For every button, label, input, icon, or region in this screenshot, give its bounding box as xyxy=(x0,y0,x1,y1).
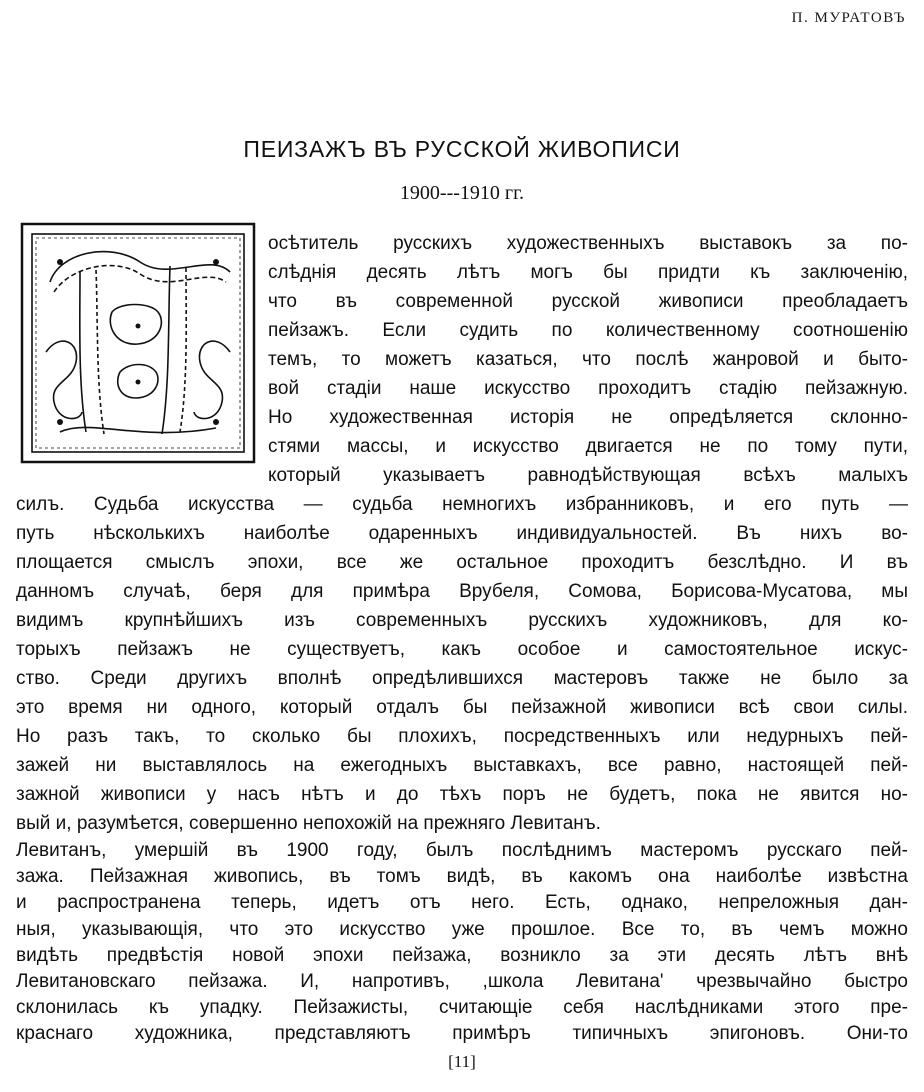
text-line: ныя, указывающія, что это искусство уже прошлое. Все то, въ чемъ можно xyxy=(16,918,908,940)
text-line: данномъ случаѣ, беря для примѣра Врубеля, Сомова, Борисова-Мусатова, мы xyxy=(16,581,908,602)
text-line: пейзажъ. Если судить по количественному соотношенію xyxy=(268,320,908,341)
text-line: видѣть предвѣстія новой эпохи пейзажа, возникло за эти десять лѣтъ внѣ xyxy=(16,944,908,966)
text-line: зажа. Пейзажная живопись, въ томъ видѣ, въ какомъ она наиболѣе извѣстна xyxy=(16,866,908,888)
text-line: площается смыслъ эпохи, все же остальное проходитъ безслѣдно. И въ xyxy=(16,552,908,573)
running-header-author: П. МУРАТОВЪ xyxy=(791,10,906,26)
text-line: Но художественная исторія не опредѣляется склонно- xyxy=(268,407,908,428)
page-number: [11] xyxy=(448,1052,476,1071)
text-line: это время ни одного, который отдалъ бы пейзажной живописи всѣ свои силы. xyxy=(16,697,908,718)
text-line: краснаго художника, представляютъ примѣръ типичныхъ эпигоновъ. Они-то xyxy=(16,1023,908,1045)
text-line: зажной живописи у насъ нѣтъ и до тѣхъ поръ не будетъ, пока не явится но- xyxy=(16,784,908,805)
text-line: темъ, то можетъ казаться, что послѣ жанровой и быто- xyxy=(268,349,908,370)
text-line: склонилась къ упадку. Пейзажисты, считающіе себя наслѣдниками этого пре- xyxy=(16,997,908,1019)
drop-cap-ornament-icon xyxy=(20,222,256,464)
text-line: путь нѣсколькихъ наиболѣе одаренныхъ индивидуальностей. Въ нихъ во- xyxy=(16,523,908,544)
text-line: видимъ крупнѣйшихъ изъ современныхъ русскихъ художниковъ, для ко- xyxy=(16,610,908,631)
ornamental-drop-cap-p xyxy=(20,222,256,464)
text-line: силъ. Судьба искусства — судьба немногихъ избранниковъ, и его путь — xyxy=(16,494,908,515)
text-line: стями массы, и искусство двигается не по тому пути, xyxy=(268,436,908,457)
text-line: что въ современной русской живописи преобладаетъ xyxy=(268,291,908,312)
text-line: вой стадіи наше искусство проходитъ стадію пейзажную. xyxy=(268,378,908,399)
text-line: слѣднія десять лѣтъ могъ бы придти къ заключенію, xyxy=(268,262,908,283)
text-line: ство. Среди другихъ вполнѣ опредѣлившихся мастеровъ также не было за xyxy=(16,668,908,689)
text-line: торыхъ пейзажъ не существуетъ, какъ особое и самостоятельное искус- xyxy=(16,639,908,660)
text-line: Но разъ такъ, то сколько бы плохихъ, посредственныхъ или недурныхъ пей- xyxy=(16,726,908,747)
text-line: Левитанъ, умершій въ 1900 году, былъ послѣднимъ мастеромъ русскаго пей- xyxy=(16,840,908,861)
text-line: вый и, разумѣется, совершенно непохожій на прежняго Левитанъ. xyxy=(16,813,601,834)
article-title: ПЕИЗАЖЪ ВЪ РУССКОЙ ЖИВОПИСИ xyxy=(243,136,681,162)
text-line: зажей ни выставлялось на ежегодныхъ выставкахъ, все равно, настоящей пей- xyxy=(16,755,908,776)
text-line: Левитановскаго пейзажа. И, напротивъ, ,школа Левитана' чрезвычайно быстро xyxy=(16,971,908,992)
article-years: 1900---1910 гг. xyxy=(399,182,525,204)
text-line: и распространена теперь, идетъ отъ него. Есть, однако, непреложныя дан- xyxy=(16,892,908,914)
text-line: который указываетъ равнодѣйствующая всѣхъ малыхъ xyxy=(268,465,908,486)
text-line: осѣтитель русскихъ художественныхъ выставокъ за по- xyxy=(268,233,908,254)
